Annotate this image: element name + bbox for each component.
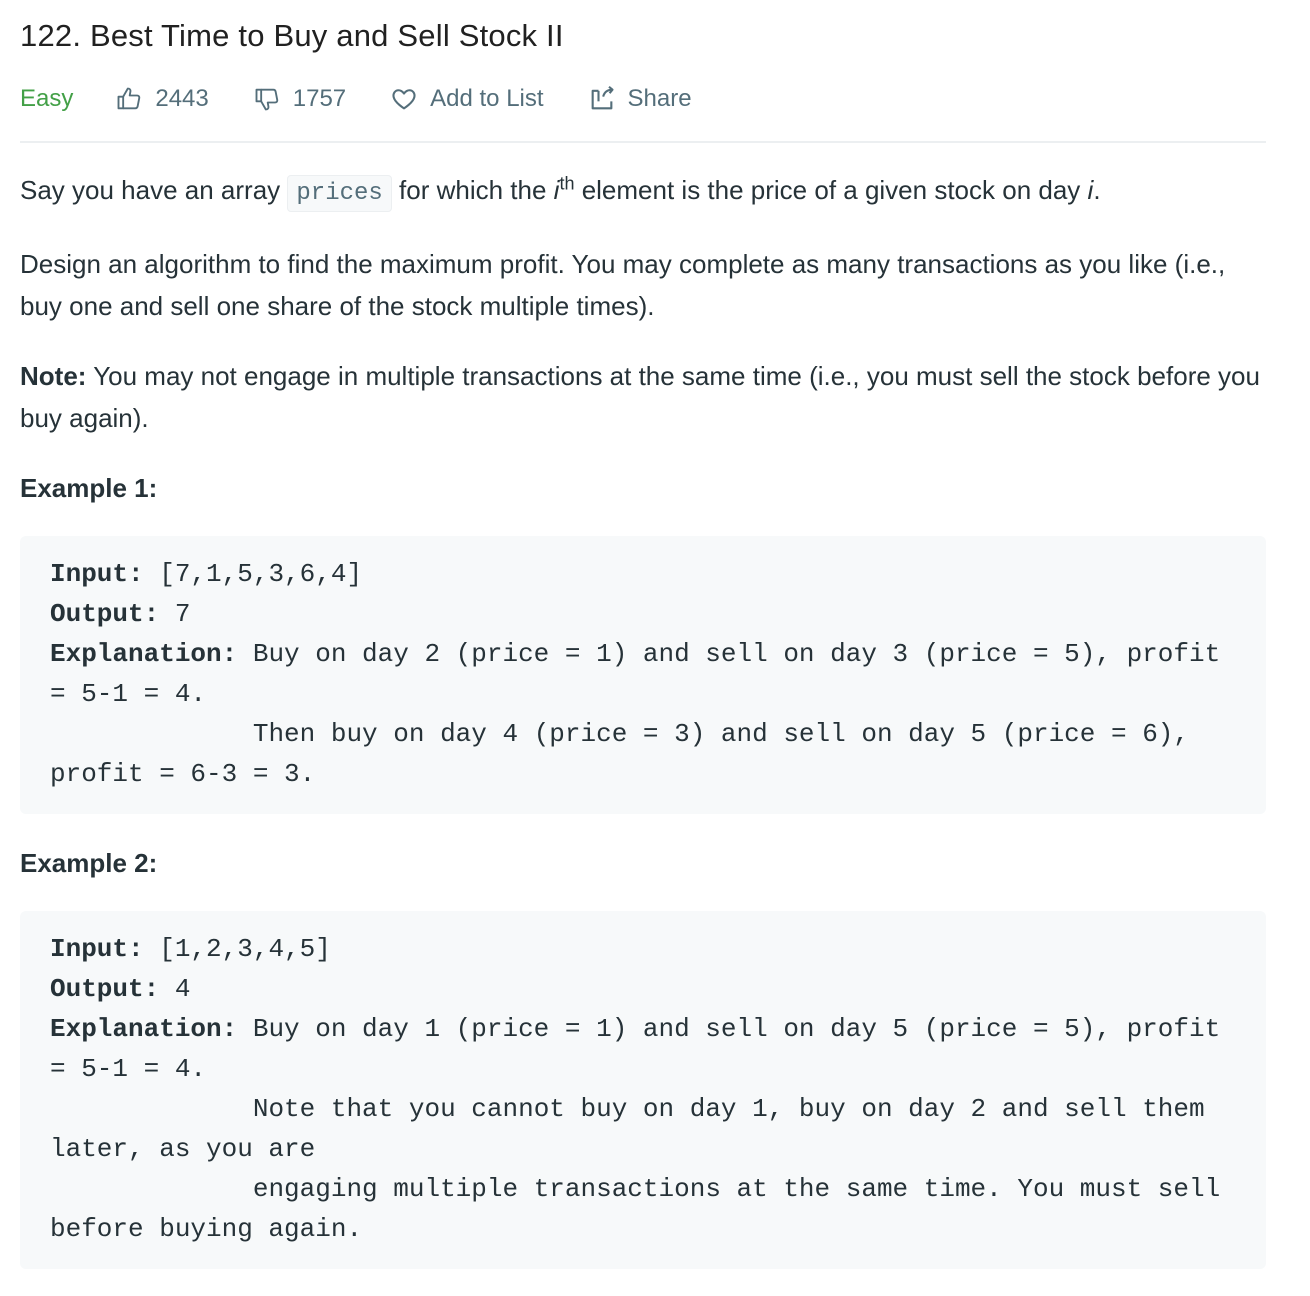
description-paragraph-1: [20, 169, 1266, 215]
header-divider: [20, 141, 1266, 143]
dislike-count: 1757: [292, 85, 347, 112]
problem-meta-bar: [20, 77, 1266, 121]
input-value: [7,1,5,3,6,4]: [143, 559, 363, 589]
superscript-th: th: [559, 173, 575, 194]
problem-description: [20, 169, 1266, 1269]
input-label: Input:: [50, 559, 144, 589]
explanation-label: Explanation:: [50, 1014, 238, 1044]
example-2-input-line: [50, 929, 1236, 969]
example-1-title: Example 1:: [20, 473, 158, 503]
italic-i: i: [1087, 175, 1094, 205]
problem-title: 122. Best Time to Buy and Sell Stock II: [20, 18, 564, 53]
share-button[interactable]: [588, 85, 692, 113]
share-label: Share: [627, 85, 692, 112]
text-segment: for which the: [391, 175, 554, 205]
inline-code-prices: prices: [287, 175, 391, 212]
example-1-explanation-line-1: [50, 634, 1236, 714]
output-label: Output:: [50, 974, 160, 1004]
dislike-button[interactable]: [253, 85, 346, 113]
add-to-list-label: Add to List: [430, 85, 544, 112]
example-2-explanation-line-3: engaging multiple transactions at the same time. You must sell before buying again.: [50, 1174, 1236, 1244]
output-value: 4: [159, 974, 191, 1004]
explanation-label: Explanation:: [50, 639, 238, 669]
output-value: 7: [159, 599, 191, 629]
example-1-explanation-line-2: Then buy on day 4 (price = 3) and sell on day 5 (price = 6), profit = 6-3 = 3.: [50, 719, 1205, 789]
explanation-text: Buy on day 2 (price = 1) and sell on day 3 (price = 5), profit = 5-1 = 4.: [50, 639, 1236, 709]
heart-icon: [390, 85, 418, 113]
example-2-explanation-line-2: Note that you cannot buy on day 1, buy on day 2 and sell them later, as you are: [50, 1094, 1221, 1164]
explanation-text: Buy on day 1 (price = 1) and sell on day 5 (price = 5), profit = 5-1 = 4.: [50, 1014, 1236, 1084]
text-segment: element is the price of a given stock on day: [574, 175, 1088, 205]
difficulty-badge: Easy: [20, 85, 74, 112]
example-2-output-line: [50, 969, 1236, 1009]
text-segment: .: [1093, 175, 1101, 205]
example-2-title: Example 2:: [20, 848, 158, 878]
input-value: [1,2,3,4,5]: [143, 934, 331, 964]
share-icon: [588, 85, 616, 113]
note-text: You may not engage in multiple transactions at the same time (i.e., you must sell the stock before you buy again).: [20, 361, 1260, 433]
thumbs-down-icon: [253, 85, 281, 113]
like-button[interactable]: [115, 85, 208, 113]
thumbs-up-icon: [115, 85, 143, 113]
add-to-list-button[interactable]: [390, 85, 543, 113]
example-1-input-line: [50, 554, 1236, 594]
description-paragraph-2: Design an algorithm to find the maximum profit. You may complete as many transactions as you like (i.e., buy one and sell one share of the stock multiple times).: [20, 249, 1226, 321]
example-1-code-block: [20, 536, 1266, 814]
problem-panel: [20, 0, 1266, 1269]
text-segment: Say you have an array: [20, 175, 288, 205]
italic-i: i: [553, 175, 560, 205]
note-paragraph: [20, 355, 1266, 439]
example-2-explanation-line-1: [50, 1009, 1236, 1089]
input-label: Input:: [50, 934, 144, 964]
like-count: 2443: [155, 85, 209, 112]
example-2-code-block: [20, 911, 1266, 1269]
example-1-output-line: [50, 594, 1236, 634]
note-label: Note:: [20, 361, 87, 391]
output-label: Output:: [50, 599, 160, 629]
